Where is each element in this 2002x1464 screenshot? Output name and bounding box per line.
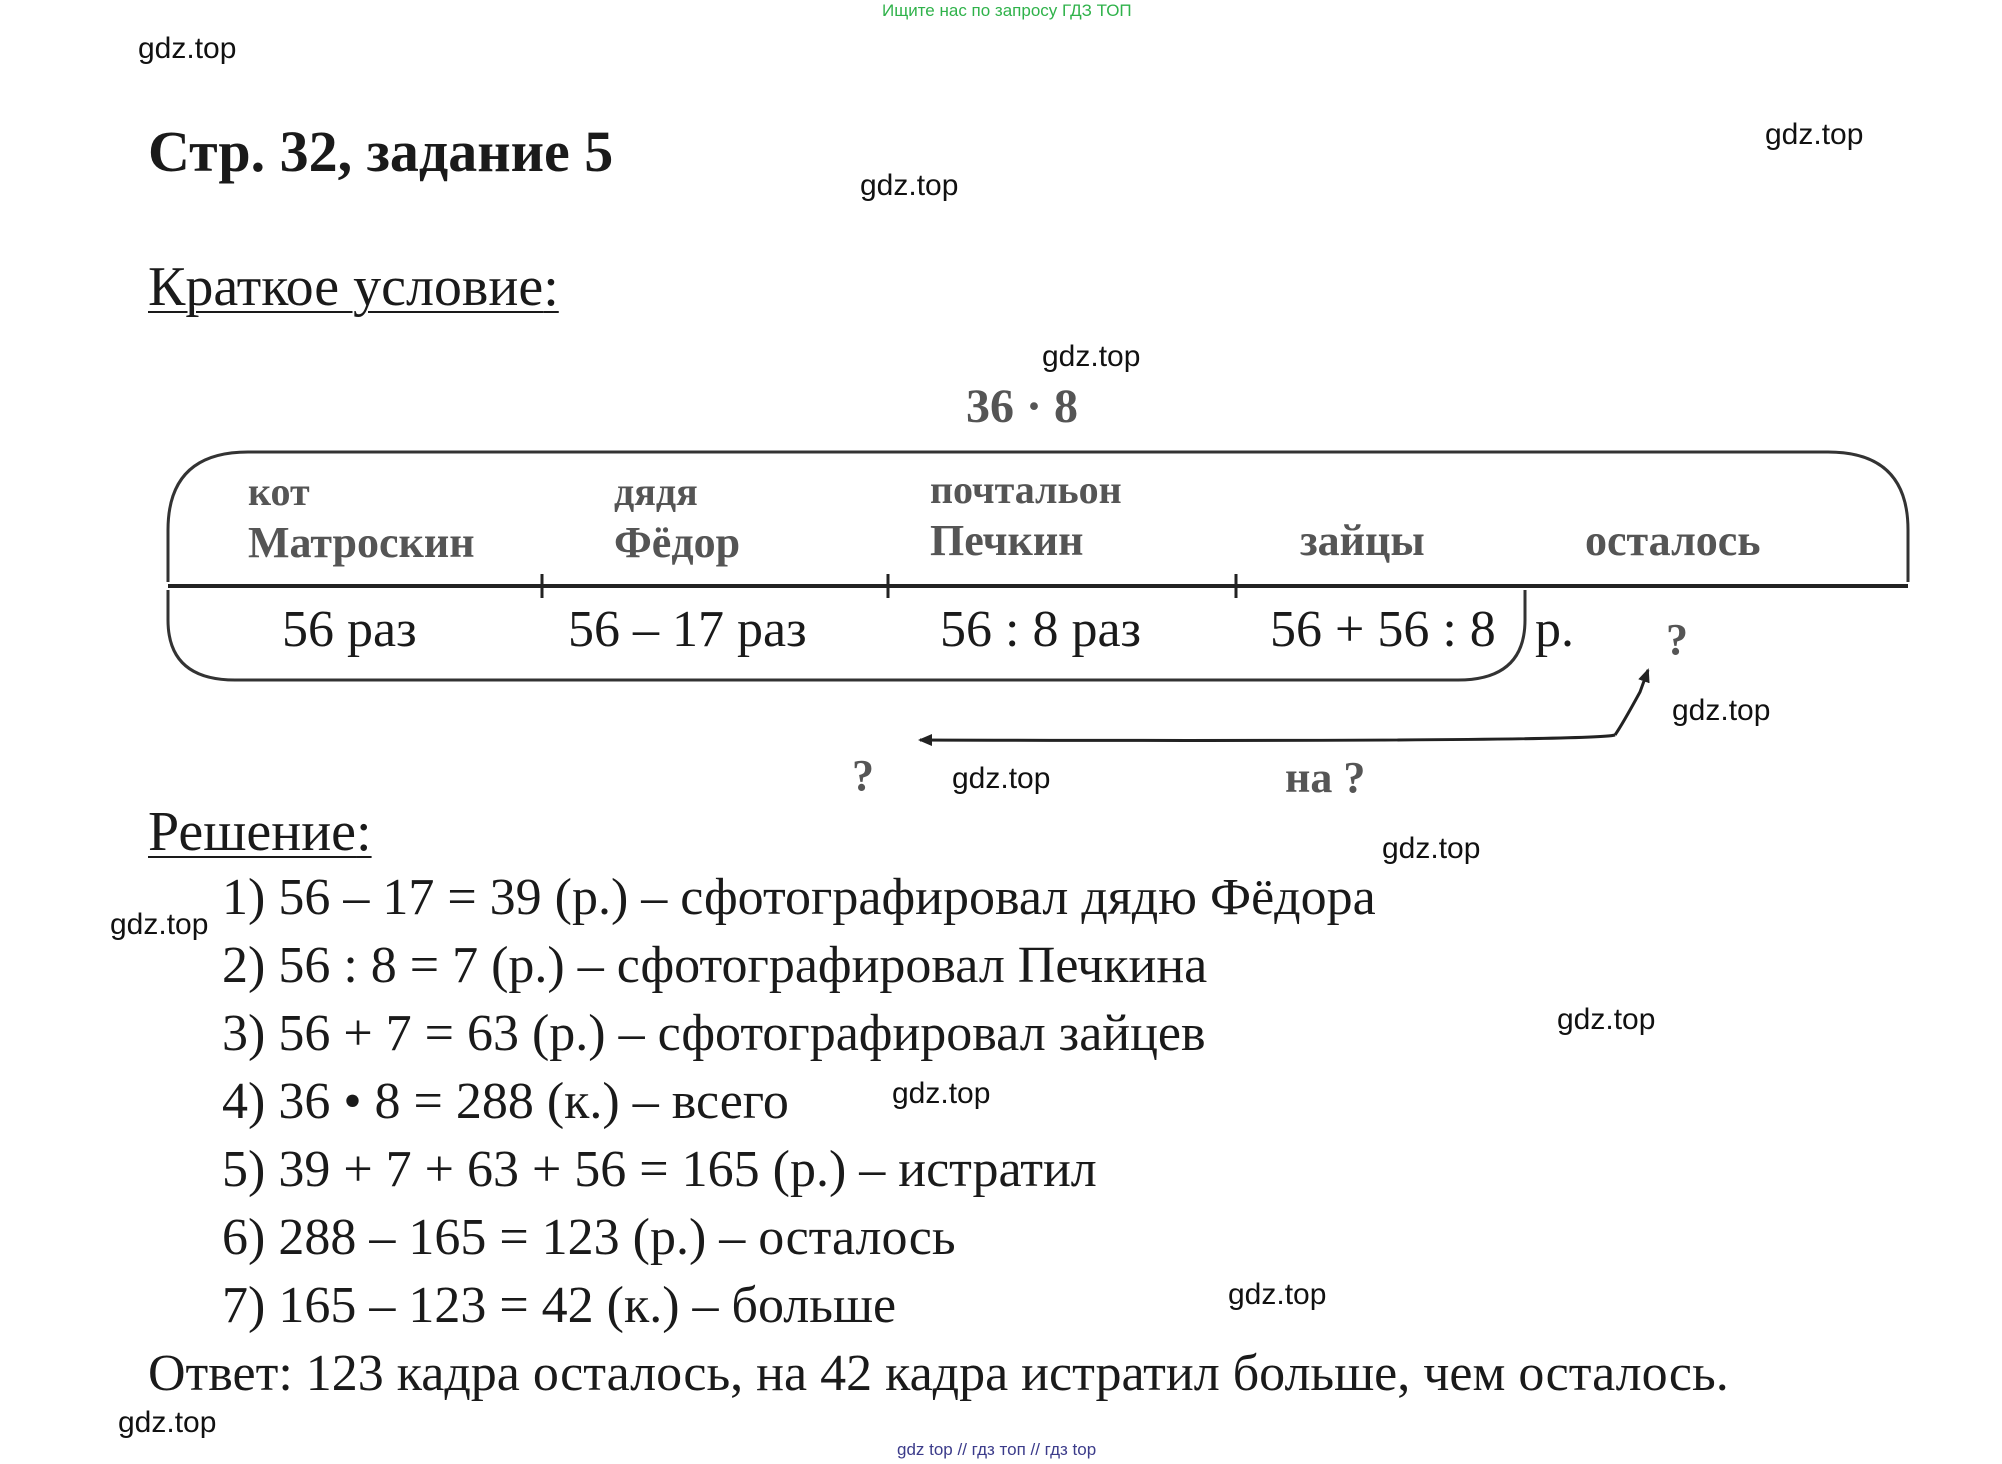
- solution-step: 3) 56 + 7 = 63 (р.) – сфотографировал зайцев: [222, 1005, 1206, 1062]
- watermark: gdz.top: [892, 1077, 991, 1110]
- watermark: gdz.top: [118, 1406, 217, 1439]
- condition-heading-text: Краткое условие: [148, 256, 544, 318]
- part-label: кот: [248, 469, 310, 514]
- watermark: gdz.top: [1382, 832, 1481, 865]
- comparison-label: на ?: [1285, 753, 1366, 802]
- solution-step: 2) 56 : 8 = 7 (р.) – сфотографировал Печкина: [222, 937, 1208, 994]
- bottom-note: gdz top // гдз топ // гдз top: [897, 1440, 1097, 1459]
- left-arrow: [920, 735, 1615, 740]
- part-label: Фёдор: [614, 518, 741, 567]
- up-arrow: [1615, 670, 1648, 735]
- watermark: gdz.top: [952, 762, 1051, 795]
- diagram-total: 36 · 8: [965, 380, 1079, 433]
- solution-step: 1) 56 – 17 = 39 (р.) – сфотографировал дядю Фёдора: [222, 869, 1376, 926]
- part-value: р.: [1535, 601, 1574, 658]
- condition-heading: Краткое условие:: [148, 256, 559, 318]
- solution-heading: Решение:: [148, 801, 372, 863]
- watermark: gdz.top: [138, 32, 237, 65]
- top-note: Ищите нас по запросу ГДЗ ТОП: [882, 1, 1132, 20]
- watermark: gdz.top: [860, 169, 959, 202]
- answer: Ответ: 123 кадра осталось, на 42 кадра истратил больше, чем осталось.: [148, 1345, 1729, 1402]
- part-value: 56 – 17 раз: [568, 601, 807, 658]
- watermark: gdz.top: [1557, 1003, 1656, 1036]
- part-label: осталось: [1585, 516, 1761, 565]
- solution-step: 5) 39 + 7 + 63 + 56 = 165 (р.) – истратил: [222, 1141, 1097, 1198]
- question-mark-left: ?: [852, 751, 874, 800]
- watermark: gdz.top: [1765, 118, 1864, 151]
- question-mark-right: ?: [1666, 615, 1688, 664]
- part-label: Матроскин: [248, 518, 475, 567]
- part-value: 56 : 8 раз: [940, 601, 1142, 658]
- watermark: gdz.top: [1228, 1278, 1327, 1311]
- part-value: 56 + 56 : 8: [1270, 601, 1496, 658]
- page-title: Стр. 32, задание 5: [148, 119, 614, 184]
- solution-step: 6) 288 – 165 = 123 (р.) – осталось: [222, 1209, 956, 1266]
- part-label: зайцы: [1300, 516, 1425, 565]
- watermark: gdz.top: [110, 908, 209, 941]
- solution-heading-text: Решение: [148, 801, 357, 863]
- part-label: почтальон: [930, 467, 1122, 512]
- part-value: 56 раз: [282, 601, 417, 658]
- solution-step: 7) 165 – 123 = 42 (к.) – больше: [222, 1277, 897, 1334]
- solution-step: 4) 36 • 8 = 288 (к.) – всего: [222, 1073, 789, 1130]
- watermark: gdz.top: [1672, 694, 1771, 727]
- watermark: gdz.top: [1042, 340, 1141, 373]
- part-label: Печкин: [930, 516, 1084, 565]
- part-label: дядя: [614, 469, 698, 514]
